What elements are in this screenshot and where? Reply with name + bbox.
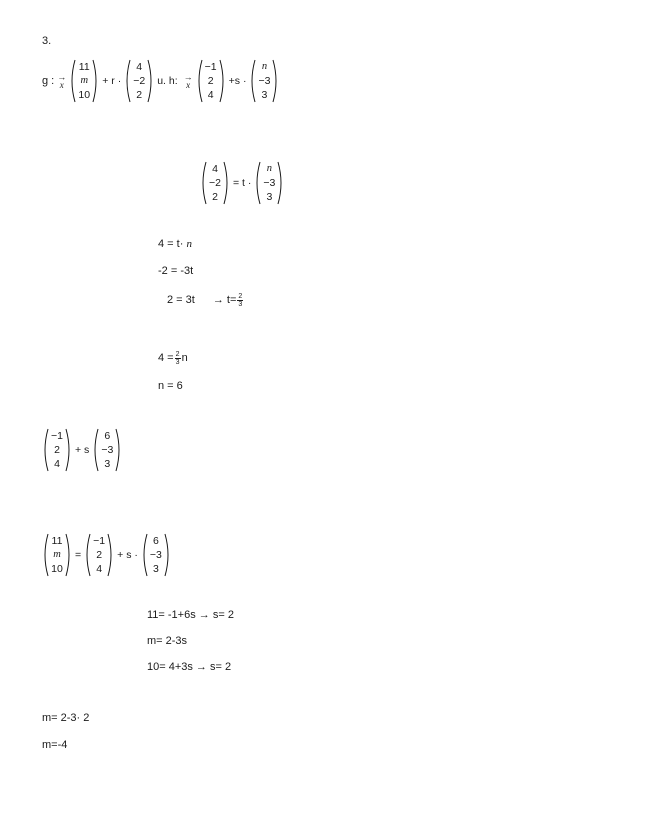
left-paren — [42, 428, 49, 472]
left-paren — [249, 59, 256, 103]
paren — [200, 161, 207, 205]
direction-vector-g: 4 −2 2 — [200, 161, 230, 205]
g-label: g : — [42, 74, 55, 87]
left-paren — [92, 428, 99, 472]
paren — [69, 59, 76, 103]
h-base-vector: −1 2 4 — [84, 533, 114, 577]
paren — [42, 428, 49, 472]
right-paren — [107, 533, 114, 577]
parallel-equation — [200, 161, 284, 205]
system1-line1: 4 = t· n — [158, 238, 192, 250]
system2-line2: m= 2-3s — [147, 635, 188, 647]
right-paren — [65, 533, 72, 577]
result-line1: m= 2-3· 2 — [42, 712, 90, 724]
paren — [84, 533, 91, 577]
paren — [147, 59, 154, 103]
paren — [196, 59, 203, 103]
paren — [124, 59, 131, 103]
paren — [254, 161, 261, 205]
system1-line2: -2 = -3t — [158, 265, 194, 277]
paren — [141, 533, 148, 577]
plus-s: + s — [75, 443, 90, 456]
left-paren — [84, 533, 91, 577]
right-paren — [219, 59, 226, 103]
plus-s: +s · — [228, 74, 247, 87]
g-direction-vector: 4 −2 2 — [124, 59, 154, 103]
fraction: $\frac{2}{3}$ — [175, 350, 180, 366]
right-paren — [65, 428, 72, 472]
right-paren — [272, 59, 279, 103]
paren — [219, 59, 226, 103]
right-paren — [164, 533, 171, 577]
plus-s: + s · — [117, 548, 138, 561]
solve-n-line1: 4 = $\frac{2}{3}$ n — [158, 350, 188, 366]
h-base-vector: −1 2 4 — [196, 59, 226, 103]
system2-line1: 11= -1+6s → s= 2 — [147, 609, 234, 621]
right-paren — [115, 428, 122, 472]
paren — [115, 428, 122, 472]
h-direction-vector: 6 −3 3 — [141, 533, 171, 577]
right-paren — [223, 161, 230, 205]
paren — [92, 59, 99, 103]
vector-x-symbol: → x — [183, 71, 193, 90]
plus-r: + r · — [102, 74, 122, 87]
left-paren — [42, 533, 49, 577]
point-equation — [42, 533, 171, 577]
g-base-vector: 11 m 10 — [42, 533, 72, 577]
paren — [223, 161, 230, 205]
h-line-updated — [42, 428, 122, 472]
paren — [249, 59, 256, 103]
left-paren — [254, 161, 261, 205]
h-direction-vector: 6 −3 3 — [92, 428, 122, 472]
right-paren — [147, 59, 154, 103]
paren — [107, 533, 114, 577]
left-paren — [200, 161, 207, 205]
paren — [92, 428, 99, 472]
left-paren — [196, 59, 203, 103]
problem-number: 3. — [42, 35, 52, 47]
paren — [272, 59, 279, 103]
result-line2: m=-4 — [42, 739, 68, 751]
equals-t: = t · — [233, 176, 252, 189]
system1-line3: 2 = 3t → t= $\frac{2}{3}$ — [167, 292, 243, 308]
direction-vector-h: n −3 3 — [254, 161, 284, 205]
paren — [65, 428, 72, 472]
g-base-vector: 11 m 10 — [69, 59, 99, 103]
left-paren — [124, 59, 131, 103]
paren — [42, 533, 49, 577]
h-base-vector: −1 2 4 — [42, 428, 72, 472]
line-definitions — [42, 59, 279, 103]
solve-n-line2: n = 6 — [158, 380, 183, 392]
paren — [65, 533, 72, 577]
equals: = — [75, 548, 82, 561]
h-direction-vector: n −3 3 — [249, 59, 279, 103]
left-paren — [141, 533, 148, 577]
vector-x-symbol: → x — [57, 71, 67, 90]
left-paren — [69, 59, 76, 103]
right-paren — [92, 59, 99, 103]
paren — [277, 161, 284, 205]
system2-line3: 10= 4+3s → s= 2 — [147, 661, 232, 673]
paren — [164, 533, 171, 577]
right-paren — [277, 161, 284, 205]
fraction: $\frac{2}{3}$ — [238, 292, 243, 308]
connector-text: u. h: — [157, 74, 178, 87]
